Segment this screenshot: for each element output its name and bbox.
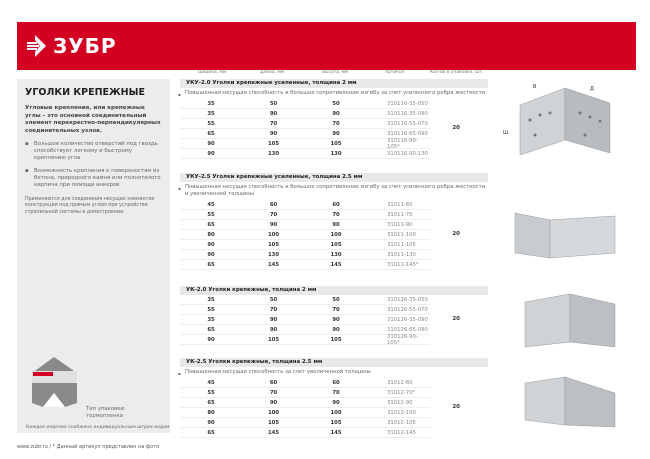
section-table xyxy=(180,99,488,159)
table-row xyxy=(180,335,430,345)
cell-height: 105 xyxy=(330,140,342,147)
table-row xyxy=(180,240,430,250)
cell-width: 90 xyxy=(207,419,215,426)
cell-length: 105 xyxy=(267,140,280,147)
cell-article: 310116-55-070 xyxy=(387,120,428,127)
feature-bullet: ▪ Возможность крепления к поверхностям из бетона, природного камня или полнотелого кирпича при помощи анкеров xyxy=(25,168,162,189)
cell-width: 35 xyxy=(207,316,215,323)
cell-length: 105 xyxy=(267,336,280,343)
cell-width: 45 xyxy=(207,201,215,208)
table-row xyxy=(180,230,430,240)
table-row xyxy=(180,99,430,109)
cell-length: 50 xyxy=(269,100,278,107)
cell-width: 55 xyxy=(207,120,215,127)
table-row xyxy=(180,139,430,149)
cell-length: 105 xyxy=(267,241,280,248)
table-row xyxy=(180,388,430,398)
cell-width: 90 xyxy=(207,251,215,258)
cell-article: 31011-105 xyxy=(387,241,416,248)
dimension-height-label: Ш xyxy=(503,130,509,136)
cell-height: 60 xyxy=(332,201,340,208)
cell-width: 90 xyxy=(207,150,215,157)
cell-height: 70 xyxy=(332,120,340,127)
cell-height: 100 xyxy=(330,231,342,238)
cell-height: 145 xyxy=(330,261,342,268)
cell-length: 60 xyxy=(269,201,278,208)
cell-length: 145 xyxy=(267,261,280,268)
product-section xyxy=(180,79,488,159)
cell-height: 50 xyxy=(332,100,340,107)
section-table xyxy=(180,295,488,345)
footer-note: www.zubr.ru / * Данный артикул представлен на фото xyxy=(17,444,160,450)
col-qty: Кол-во в упаковке, шт. xyxy=(430,70,484,75)
table-row xyxy=(180,220,430,230)
section-title: УК-2.5 Уголки крепежные, толщина 2.5 мм xyxy=(180,358,488,367)
col-length: Длина, мм xyxy=(260,70,285,75)
feature-bullet: ▪ Большое количество отверстий под гвоздь способствует легкому и быстрому креплению угла xyxy=(25,141,162,162)
section-title: УК-2.0 Уголки крепежные, толщина 2 мм xyxy=(180,286,488,295)
cell-article: 31012-60 xyxy=(387,379,413,386)
cell-article: 310116-35-050 xyxy=(387,100,428,107)
barcode-note: Каждое изделие снабжено индивидуальным штрих-кодом xyxy=(26,425,170,430)
pack-type: Тип упаковки: термопленка xyxy=(86,406,126,419)
table-row xyxy=(180,109,430,119)
col-article: Артикул xyxy=(385,70,405,75)
table-row xyxy=(180,305,430,315)
cell-qty: 20 xyxy=(452,316,460,322)
table-row xyxy=(180,315,430,325)
cell-height: 90 xyxy=(332,110,340,117)
cell-length: 70 xyxy=(269,120,278,127)
cell-height: 70 xyxy=(332,211,340,218)
col-height: Высота, мм xyxy=(322,70,349,75)
cell-width: 90 xyxy=(207,140,215,147)
cell-height: 90 xyxy=(332,316,340,323)
cell-length: 100 xyxy=(267,409,280,416)
section-table xyxy=(180,200,488,270)
product-section xyxy=(180,358,488,438)
table-row xyxy=(180,210,430,220)
brand-logo: ЗУБР xyxy=(53,34,117,58)
cell-article: 31011-70 xyxy=(387,211,413,218)
cell-height: 90 xyxy=(332,221,340,228)
cell-qty: 20 xyxy=(452,404,460,410)
cell-article: 31012-105 xyxy=(387,419,416,426)
section-description: ▪ Повышенная несущая способность и большое сопротивление изгибу за счет усиленного ребра жесткости и увеличенной толщины xyxy=(180,182,488,200)
section-description: ▪ Повышенная несущая способность и большое сопротивление изгибу за счет усиленного ребра жесткости xyxy=(180,88,488,99)
cell-article: 31011-90 xyxy=(387,221,413,228)
table-row xyxy=(180,418,430,428)
table-row xyxy=(180,119,430,129)
intro-text: Угловые крепления, или крепежные углы – это основной соединительный элемент перекрестно-перпендикулярных соединительных узлов. xyxy=(25,105,161,134)
package-photo xyxy=(27,355,82,407)
cell-article: 31012-100 xyxy=(387,409,416,416)
cell-length: 90 xyxy=(269,130,278,137)
cell-width: 90 xyxy=(207,241,215,248)
cell-article: 31011-130 xyxy=(387,251,416,258)
section-description: ▪ Повышенная несущая способность за счет увеличенной толщины xyxy=(180,367,488,378)
cell-height: 90 xyxy=(332,130,340,137)
cell-width: 65 xyxy=(207,429,215,436)
table-row xyxy=(180,408,430,418)
cell-width: 55 xyxy=(207,211,215,218)
cell-length: 105 xyxy=(267,419,280,426)
table-row xyxy=(180,378,430,388)
cell-height: 130 xyxy=(330,251,342,258)
cell-length: 70 xyxy=(269,389,278,396)
cell-length: 60 xyxy=(269,379,278,386)
cell-height: 60 xyxy=(332,379,340,386)
cell-length: 90 xyxy=(269,316,278,323)
page-title: УГОЛКИ КРЕПЕЖНЫЕ xyxy=(25,87,145,98)
table-row xyxy=(180,260,430,270)
cell-length: 90 xyxy=(269,221,278,228)
table-row xyxy=(180,250,430,260)
cell-article: 31012-70* xyxy=(387,389,416,396)
cell-height: 70 xyxy=(332,306,340,313)
cell-length: 90 xyxy=(269,110,278,117)
cell-width: 65 xyxy=(207,399,215,406)
cell-article: 31012-145 xyxy=(387,429,416,436)
cell-width: 65 xyxy=(207,261,215,268)
cell-article: 310126-55-070 xyxy=(387,306,428,313)
cell-width: 35 xyxy=(207,296,215,303)
cell-height: 50 xyxy=(332,296,340,303)
cell-width: 90 xyxy=(207,336,215,343)
table-row xyxy=(180,398,430,408)
cell-length: 70 xyxy=(269,306,278,313)
cell-height: 105 xyxy=(330,336,342,343)
table-row xyxy=(180,149,430,159)
cell-height: 145 xyxy=(330,429,342,436)
product-photo-uk20 xyxy=(520,292,620,352)
cell-article: 31011-100 xyxy=(387,231,416,238)
product-section xyxy=(180,173,488,270)
cell-article: 310126-90-105* xyxy=(387,333,418,346)
cell-height: 70 xyxy=(332,389,340,396)
cell-width: 65 xyxy=(207,326,215,333)
cell-height: 90 xyxy=(332,326,340,333)
cell-width: 55 xyxy=(207,306,215,313)
cell-article: 310116-35-090 xyxy=(387,110,428,117)
cell-width: 65 xyxy=(207,130,215,137)
product-section xyxy=(180,286,488,345)
cell-article: 31012-90 xyxy=(387,399,413,406)
application-text: Применяются для соединения несущих элементов конструкции под прямым углом при устройстве стропильной системы в домостроении. xyxy=(25,197,155,215)
cell-width: 45 xyxy=(207,379,215,386)
product-photo-uku25 xyxy=(510,208,620,263)
cell-height: 100 xyxy=(330,409,342,416)
cell-length: 50 xyxy=(269,296,278,303)
cell-height: 130 xyxy=(330,150,342,157)
product-photo-uku20 xyxy=(510,85,620,165)
section-title: УКУ-2.0 Уголки крепежные усиленные, толщина 2 мм xyxy=(180,79,488,88)
table-row xyxy=(180,428,430,438)
cell-article: 310116-65-090 xyxy=(387,130,428,137)
brand-banner xyxy=(17,22,636,70)
dimension-width-label: В xyxy=(533,84,537,90)
cell-height: 90 xyxy=(332,399,340,406)
table-row xyxy=(180,200,430,210)
col-width: Ширина, мм xyxy=(198,70,227,75)
cell-article: 310126-65-090 xyxy=(387,326,428,333)
cell-length: 70 xyxy=(269,211,278,218)
cell-article: 310116-90-130 xyxy=(387,150,428,157)
dimension-length-label: Д xyxy=(590,86,594,92)
cell-width: 35 xyxy=(207,100,215,107)
cell-width: 80 xyxy=(207,231,215,238)
section-title: УКУ-2.5 Уголки крепежные усиленные, толщина 2.5 мм xyxy=(180,173,488,182)
cell-width: 55 xyxy=(207,389,215,396)
cell-length: 90 xyxy=(269,326,278,333)
cell-article: 31011-60 xyxy=(387,201,413,208)
cell-qty: 20 xyxy=(452,125,460,131)
cell-qty: 20 xyxy=(452,231,460,237)
product-photo-uk25 xyxy=(520,375,620,430)
cell-width: 80 xyxy=(207,409,215,416)
cell-width: 65 xyxy=(207,221,215,228)
cell-article: 310126-35-050 xyxy=(387,296,428,303)
cell-article: 310126-35-090 xyxy=(387,316,428,323)
cell-width: 35 xyxy=(207,110,215,117)
cell-length: 130 xyxy=(267,150,280,157)
section-table xyxy=(180,378,488,438)
table-row xyxy=(180,295,430,305)
cell-length: 145 xyxy=(267,429,280,436)
brand-arrow-icon xyxy=(27,34,47,58)
cell-article: 310116-90-105* xyxy=(387,137,418,150)
cell-height: 105 xyxy=(330,241,342,248)
cell-length: 90 xyxy=(269,399,278,406)
cell-length: 130 xyxy=(267,251,280,258)
cell-length: 100 xyxy=(267,231,280,238)
cell-article: 31011-145* xyxy=(387,261,419,268)
cell-height: 105 xyxy=(330,419,342,426)
